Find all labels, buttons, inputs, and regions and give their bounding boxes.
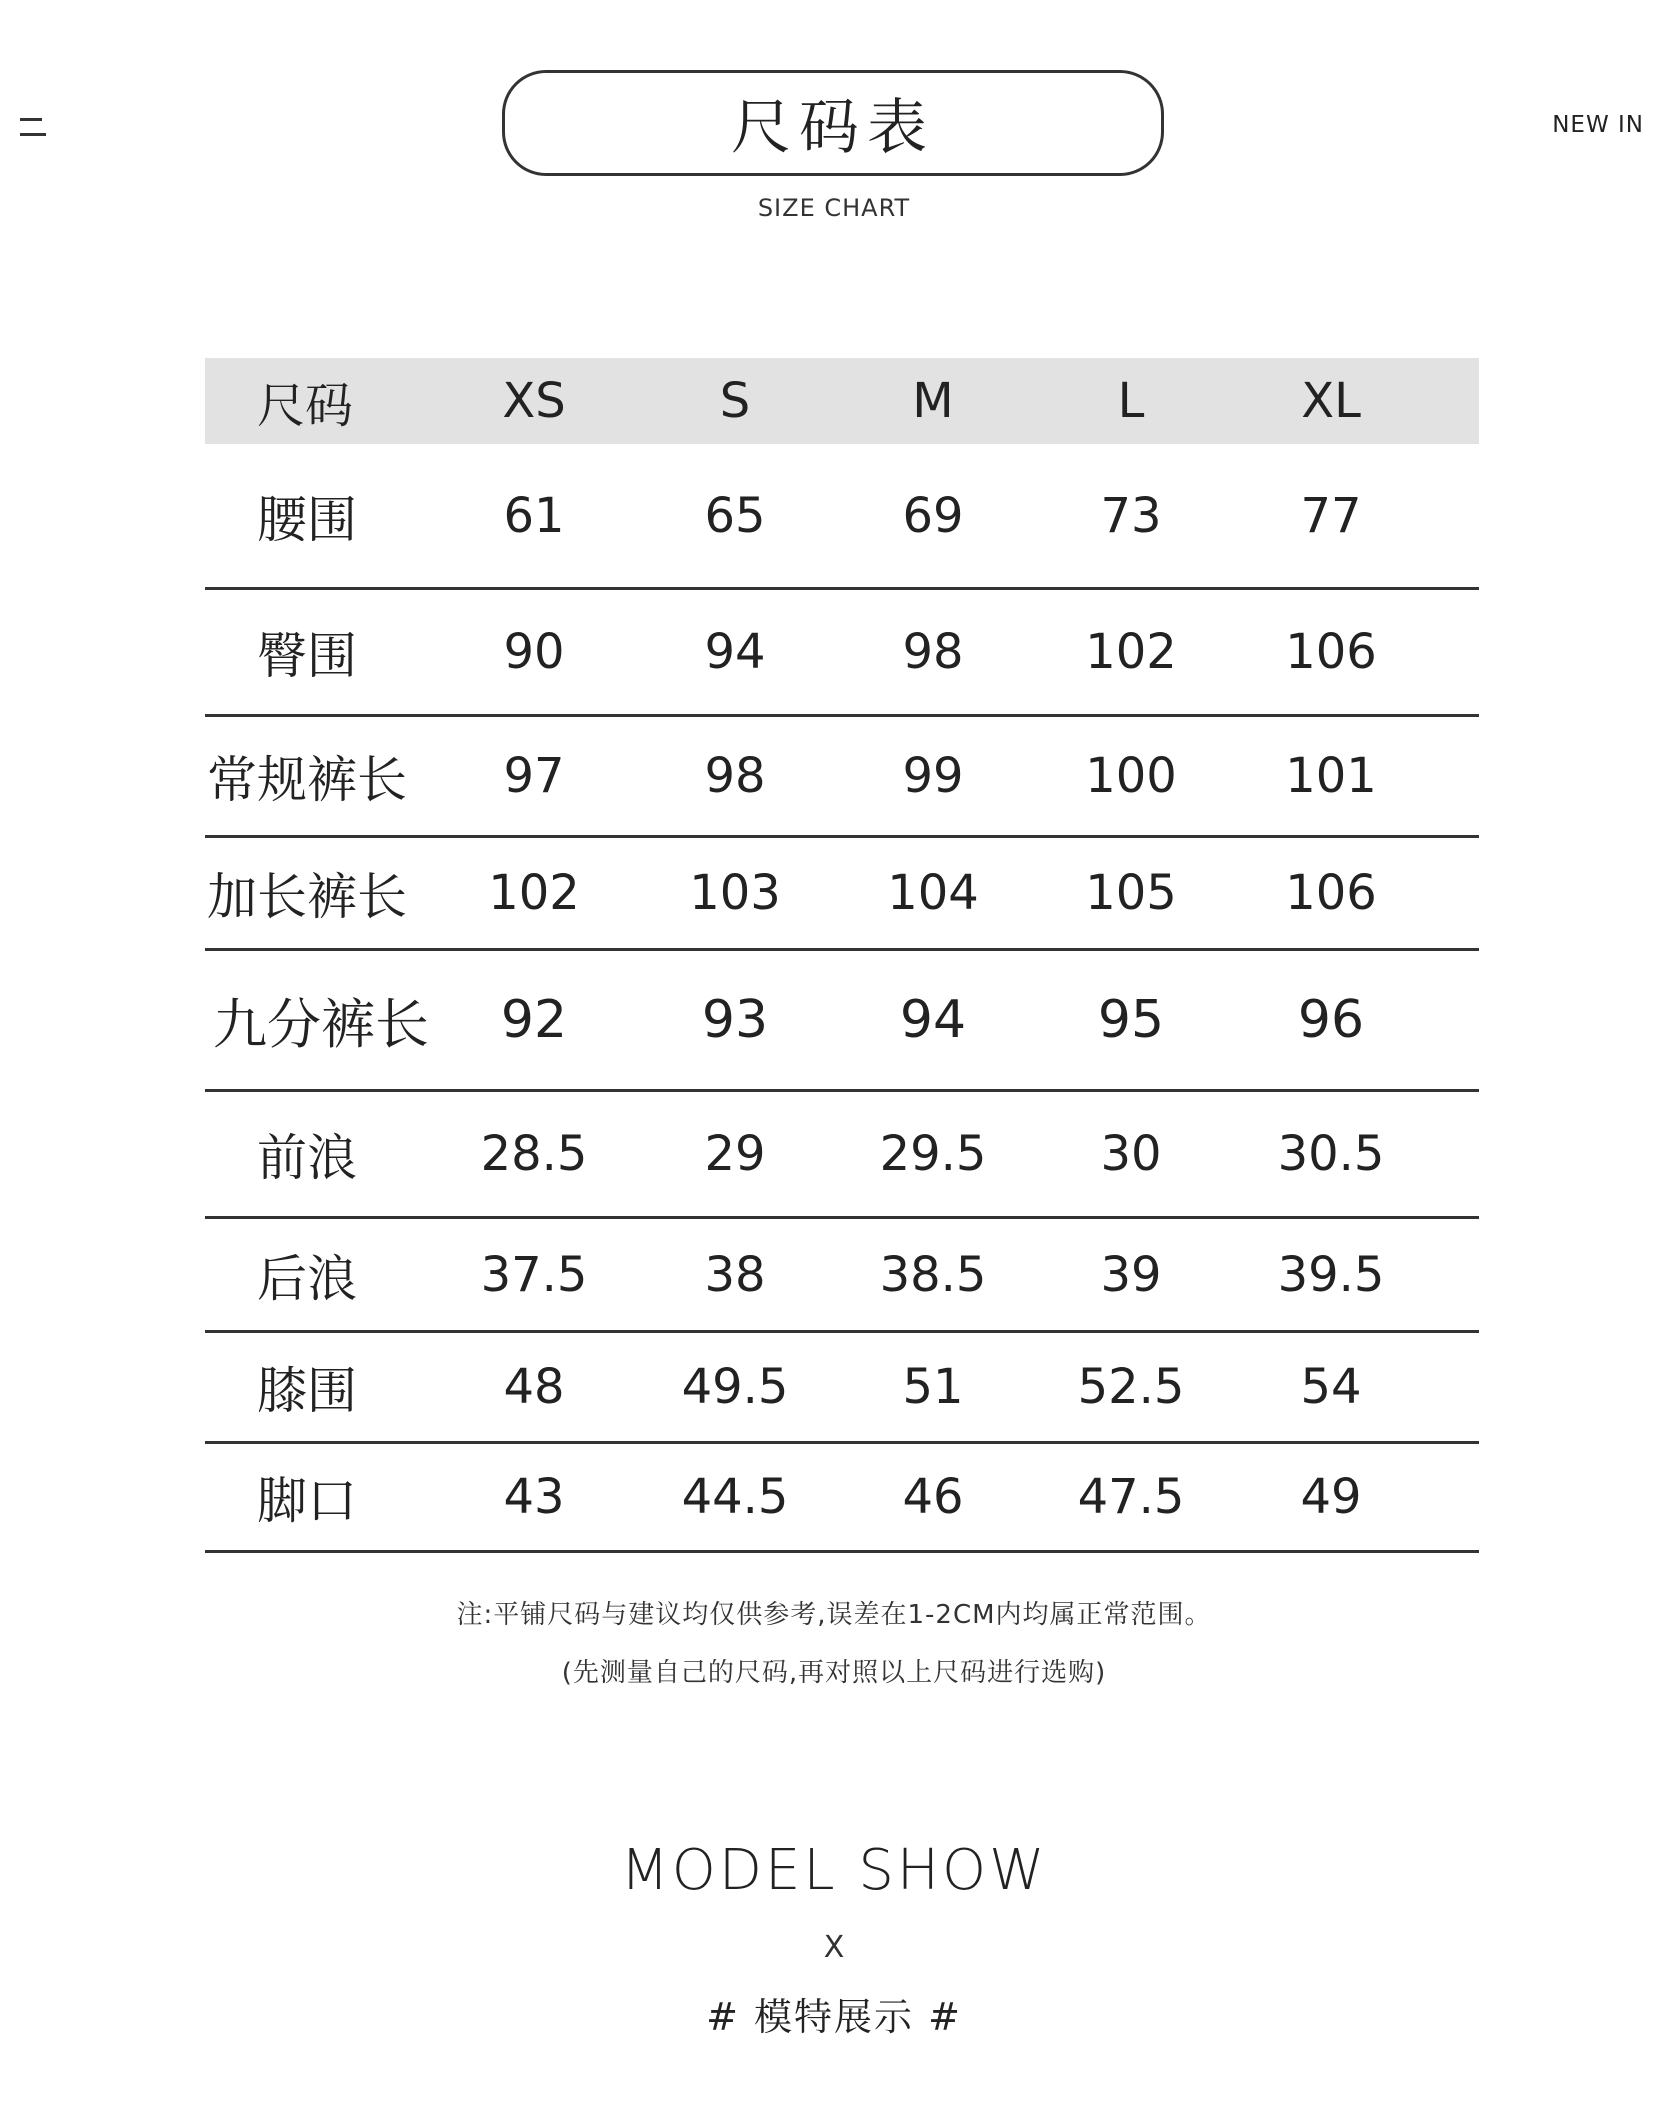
row-label: 九分裤长	[213, 992, 429, 1056]
table-row-leg-opening	[205, 1444, 1479, 1553]
table-cell: 101	[1285, 748, 1377, 804]
table-cell: 30	[1100, 1126, 1162, 1182]
table-row-long-length	[205, 838, 1479, 951]
table-cell: 39	[1100, 1246, 1162, 1303]
table-cell: 102	[488, 865, 580, 921]
table-cell: 65	[704, 487, 766, 544]
table-row-regular-length	[205, 717, 1479, 838]
new-in-label: NEW IN	[1552, 112, 1644, 138]
table-cell: 48	[503, 1359, 565, 1415]
size-note: 注:平铺尺码与建议均仅供参考,误差在1-2CM内均属正常范围。	[456, 1600, 1212, 1630]
column-header-xl: XL	[1301, 373, 1361, 429]
table-row-back-rise	[205, 1219, 1479, 1333]
table-cell: 46	[902, 1469, 964, 1525]
row-label: 腰围	[257, 490, 357, 549]
table-cell: 38	[704, 1246, 766, 1303]
model-show-separator: X	[823, 1930, 845, 1965]
table-cell: 98	[704, 748, 766, 804]
table-cell: 95	[1097, 990, 1165, 1050]
table-cell: 94	[704, 624, 766, 680]
table-cell: 102	[1085, 624, 1177, 680]
table-cell: 90	[503, 624, 565, 680]
model-show-subtitle: # 模特展示 #	[706, 1995, 962, 2039]
table-row-waist	[205, 444, 1479, 590]
double-bar-icon-top	[20, 118, 42, 121]
row-label: 脚口	[257, 1472, 357, 1530]
table-cell: 100	[1085, 748, 1177, 804]
row-label: 后浪	[257, 1249, 357, 1308]
table-cell: 30.5	[1277, 1126, 1385, 1182]
table-cell: 98	[902, 624, 964, 680]
table-cell: 103	[689, 865, 781, 921]
table-cell: 51	[902, 1359, 964, 1415]
table-row-front-rise	[205, 1092, 1479, 1219]
model-show-title: MODEL SHOW	[620, 1838, 1048, 1903]
table-cell: 61	[503, 487, 565, 544]
size-table	[205, 358, 1479, 1553]
table-cell: 92	[500, 990, 568, 1050]
table-cell: 52.5	[1077, 1359, 1185, 1415]
table-cell: 73	[1100, 487, 1162, 544]
size-note-hint: (先测量自己的尺码,再对照以上尺码进行选购)	[561, 1658, 1107, 1688]
table-cell: 39.5	[1277, 1246, 1385, 1303]
column-header-l: L	[1117, 373, 1145, 429]
table-cell: 94	[899, 990, 967, 1050]
table-cell: 93	[701, 990, 769, 1050]
table-cell: 97	[503, 748, 565, 804]
table-cell: 77	[1300, 487, 1362, 544]
size-chart-subtitle: SIZE CHART	[757, 194, 911, 222]
row-label: 臀围	[257, 627, 357, 685]
table-cell: 47.5	[1077, 1469, 1185, 1525]
table-cell: 38.5	[879, 1246, 987, 1303]
column-header-s: S	[719, 373, 751, 429]
double-bar-icon	[20, 112, 46, 142]
table-cell: 28.5	[480, 1126, 588, 1182]
table-cell: 49.5	[681, 1359, 789, 1415]
table-cell: 69	[902, 487, 964, 544]
table-cell: 106	[1285, 624, 1377, 680]
table-cell: 43	[503, 1469, 565, 1525]
table-cell: 106	[1285, 865, 1377, 921]
table-cell: 105	[1085, 865, 1177, 921]
table-cell: 44.5	[681, 1469, 789, 1525]
table-cell: 37.5	[480, 1246, 588, 1303]
table-cell: 104	[887, 865, 979, 921]
table-cell: 49	[1300, 1469, 1362, 1525]
table-row-hip	[205, 590, 1479, 717]
column-header-xs: XS	[502, 373, 566, 429]
column-header-m: M	[912, 373, 954, 429]
double-bar-icon-bottom	[20, 133, 46, 136]
table-row-cropped-length	[205, 951, 1479, 1092]
table-cell: 29.5	[879, 1126, 987, 1182]
table-cell: 54	[1300, 1359, 1362, 1415]
table-header-row	[205, 358, 1479, 444]
row-label: 膝围	[257, 1362, 357, 1420]
table-cell: 96	[1297, 990, 1365, 1050]
size-chart-title: 尺码表	[502, 70, 1164, 176]
table-cell: 29	[704, 1126, 766, 1182]
row-label: 前浪	[257, 1129, 357, 1187]
row-label: 加长裤长	[207, 868, 407, 926]
table-cell: 99	[902, 748, 964, 804]
table-row-knee	[205, 1333, 1479, 1444]
column-header-size: 尺码	[257, 377, 354, 434]
row-label: 常规裤长	[207, 751, 407, 809]
